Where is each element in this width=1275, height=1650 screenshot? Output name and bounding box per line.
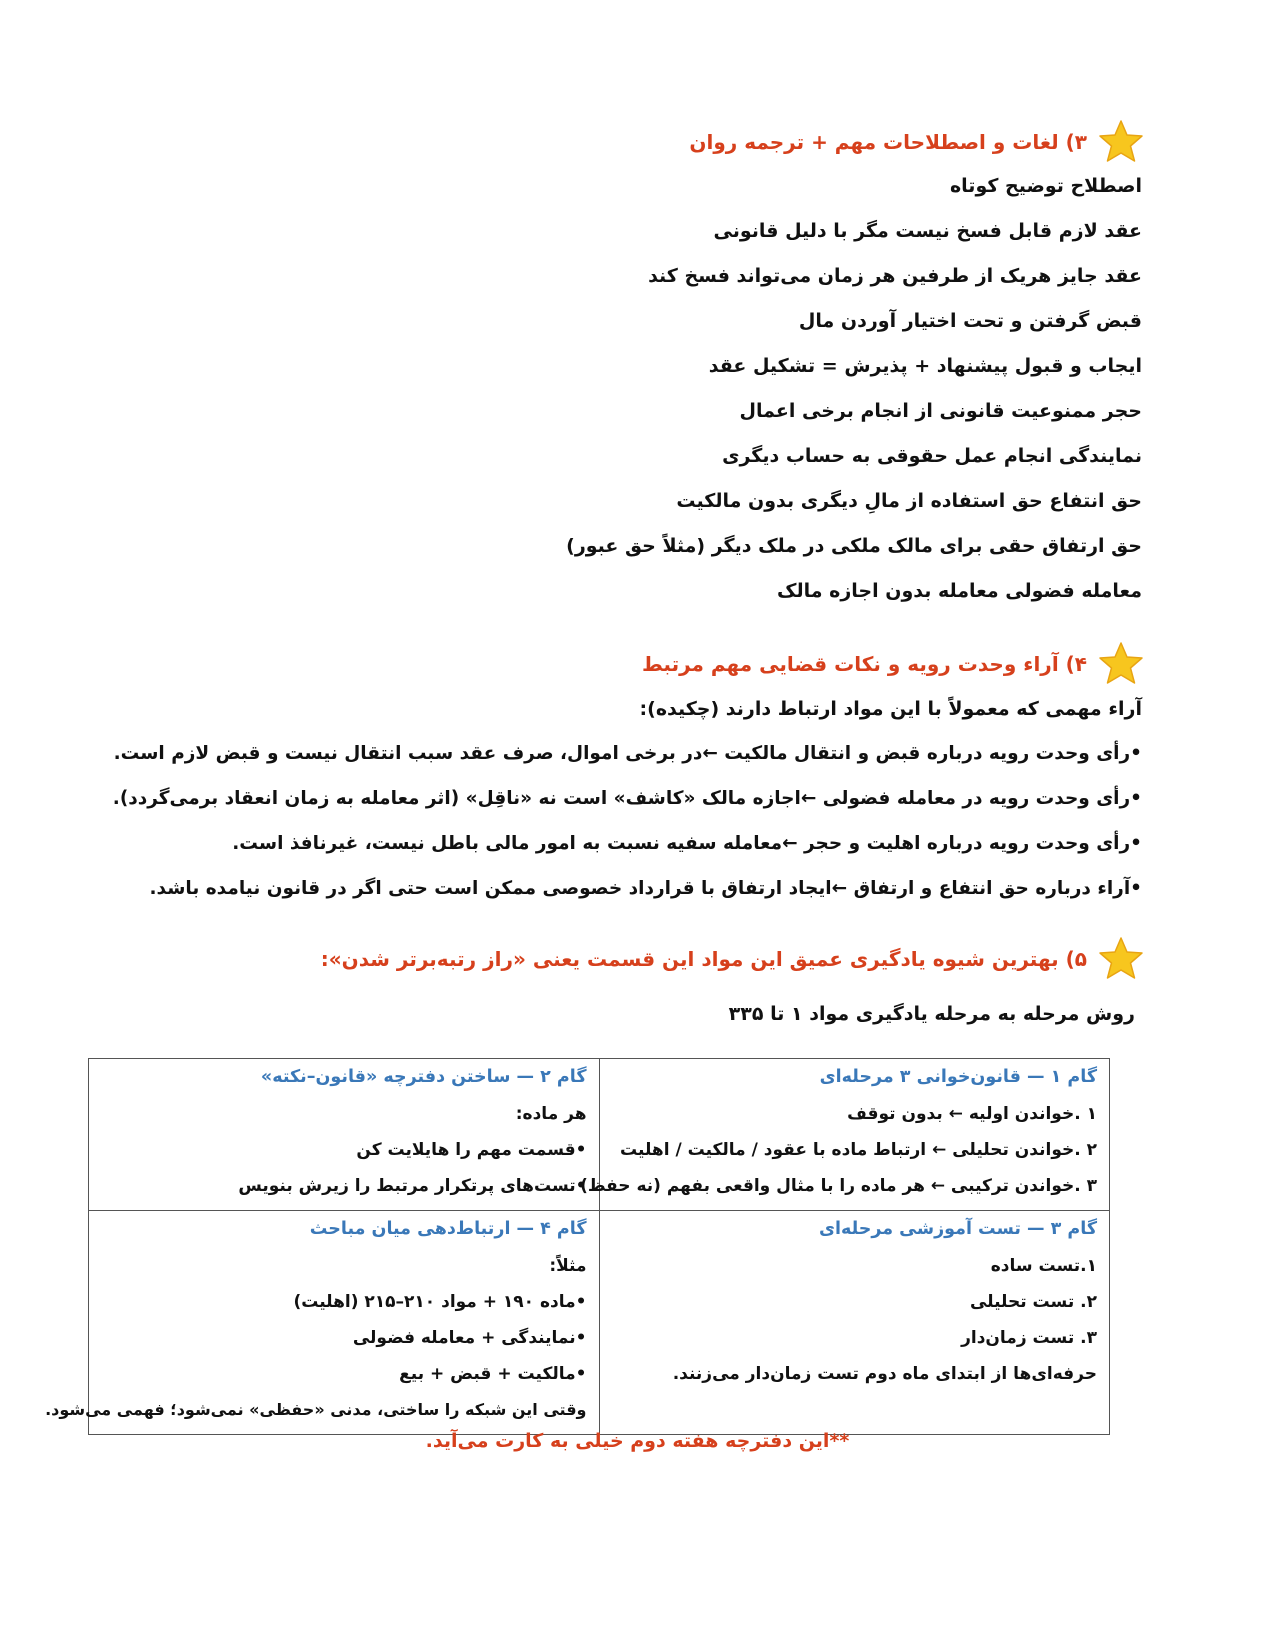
- step-4-line: •ماده ۱۹۰ + مواد ۲۱۰–۲۱۵ (اهلیت): [293, 1292, 587, 1312]
- step-4-line: وقتی این شبکه را ساختی، مدنی «حفظی» نمی‌شود؛ فهمی می‌شود.: [45, 1400, 587, 1419]
- star-icon: [1097, 935, 1145, 983]
- step-1-line: ۲ .خواندن تحلیلی ← ارتباط ماده با عقود / مالکیت / اهلیت: [620, 1140, 1097, 1160]
- table-row: [89, 1211, 1110, 1435]
- term-line: حق ارتفاق حقی برای مالک ملکی در ملک دیگر (مثلاً حق عبور): [566, 535, 1142, 557]
- term-line: حق انتفاع حق استفاده از مالِ دیگری بدون مالکیت: [676, 490, 1142, 512]
- section-3-heading: [689, 118, 1145, 166]
- term-line: قبض گرفتن و تحت اختیار آوردن مال: [798, 310, 1142, 332]
- step-1-line: ۱ .خواندن اولیه ← بدون توقف: [847, 1104, 1097, 1124]
- ruling-bullet: •رأی وحدت رویه در معامله فضولی ←اجازه مالک «کاشف» است نه «ناقِل» (اثر معامله به زمان انعقاد برمی‌گردد).: [112, 788, 1142, 809]
- step-4-line: مثلاً:: [549, 1256, 587, 1276]
- star-icon: [1097, 640, 1145, 688]
- footer-note: **این دفترچه هفته دوم خیلی به کارت می‌آید.: [425, 1430, 850, 1452]
- step-2-line: •تست‌های پرتکرار مرتبط را زیرش بنویس: [238, 1176, 587, 1196]
- step-4-line: •نمایندگی + معامله فضولی: [352, 1328, 587, 1348]
- ruling-bullet: •آراء درباره حق انتفاع و ارتفاق ←ایجاد ارتفاق با قرارداد خصوصی ممکن است حتی اگر در قانون نیامده باشد.: [149, 878, 1142, 899]
- term-line: عقد جایز هریک از طرفین هر زمان می‌تواند فسخ کند: [648, 265, 1142, 287]
- term-line: ایجاب و قبول پیشنهاد + پذیرش = تشکیل عقد: [708, 355, 1142, 377]
- ruling-bullet: •رأی وحدت رویه درباره اهلیت و حجر ←معامله سفیه نسبت به امور مالی باطل نیست، غیرنافذ است.: [232, 833, 1142, 854]
- step-2-title: گام ۲ — ساختن دفترچه «قانون–نکته»: [260, 1067, 587, 1087]
- section-4-intro: آراء مهمی که معمولاً با این مواد ارتباط دارند (چکیده):: [639, 698, 1142, 720]
- step-3-cell: [599, 1211, 1110, 1435]
- section-5-subheading: روش مرحله به مرحله یادگیری مواد ۱ تا ۳۳۵: [728, 1003, 1135, 1025]
- section-3-title: ۳) لغات و اصطلاحات مهم + ترجمه روان: [689, 130, 1087, 154]
- step-3-line: ۳. تست زمان‌دار: [961, 1328, 1097, 1348]
- step-4-cell: [45, 1211, 600, 1435]
- step-1-cell: [580, 1059, 1110, 1211]
- step-4-title: گام ۴ — ارتباط‌دهی میان مباحث: [309, 1219, 587, 1239]
- term-line: عقد لازم قابل فسخ نیست مگر با دلیل قانونی: [713, 220, 1142, 242]
- term-line: حجر ممنوعیت قانونی از انجام برخی اعمال: [739, 400, 1142, 422]
- ruling-bullet: •رأی وحدت رویه درباره قبض و انتقال مالکیت ←در برخی اموال، صرف عقد سبب انتقال نیست و قبض لازم است.: [113, 743, 1142, 764]
- step-2-line: •قسمت مهم را هایلایت کن: [356, 1140, 587, 1160]
- term-line: نمایندگی انجام عمل حقوقی به حساب دیگری: [722, 445, 1142, 467]
- step-3-line: ۱.تست ساده: [990, 1256, 1097, 1276]
- star-icon: [1097, 118, 1145, 166]
- term-line: معامله فضولی معامله بدون اجازه مالک: [777, 580, 1142, 602]
- step-4-line: •مالکیت + قبض + بیع: [399, 1364, 587, 1384]
- step-2-line: هر ماده:: [515, 1104, 587, 1124]
- term-line: اصطلاح توضیح کوتاه: [949, 175, 1142, 197]
- section-5-title: ۵) بهترین شیوه یادگیری عمیق این مواد این قسمت یعنی «راز رتبه‌برتر شدن»:: [320, 947, 1087, 971]
- section-4-title: ۴) آراء وحدت رویه و نکات قضایی مهم مرتبط: [641, 652, 1087, 676]
- section-4-heading: [642, 640, 1145, 688]
- section-5-heading: [321, 935, 1145, 983]
- step-1-line: ۳ .خواندن ترکیبی ← هر ماده را با مثال واقعی بفهم (نه حفظ): [580, 1176, 1097, 1196]
- table-row: [89, 1059, 1110, 1211]
- step-2-cell: [89, 1059, 600, 1211]
- step-3-line: ۲. تست تحلیلی: [969, 1292, 1097, 1312]
- learning-steps-table: [45, 1058, 1110, 1435]
- step-1-title: گام ۱ — قانون‌خوانی ۳ مرحله‌ای: [819, 1067, 1097, 1087]
- step-3-title: گام ۳ — تست آموزشی مرحله‌ای: [818, 1219, 1097, 1239]
- step-3-line: حرفه‌ای‌ها از ابتدای ماه دوم تست زمان‌دار می‌زنند.: [672, 1364, 1097, 1384]
